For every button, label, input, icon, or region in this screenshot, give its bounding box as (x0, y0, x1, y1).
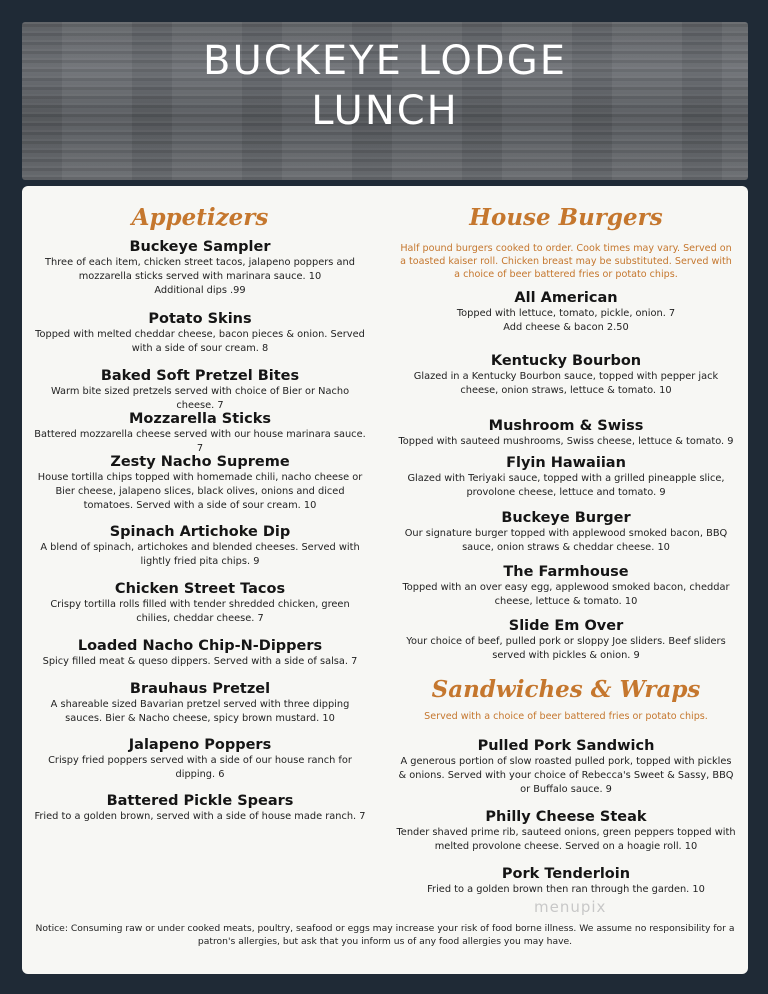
item-description: Topped with sauteed mushrooms, Swiss cheese, lettuce & tomato. 9 (398, 436, 734, 447)
item-extra: Additional dips .99 (154, 285, 246, 296)
item-name: Philly Cheese Steak (485, 809, 647, 825)
item-name: Kentucky Bourbon (490, 353, 642, 369)
item-description: Topped with lettuce, tomato, pickle, onion. 7 (456, 308, 676, 319)
menu-item (32, 453, 368, 513)
menu-item (396, 808, 736, 854)
item-name: Brauhaus Pretzel (129, 681, 271, 697)
item-name: Mozzarella Sticks (128, 411, 272, 427)
restaurant-name: BUCKEYE LODGE (203, 38, 567, 84)
item-name: Battered Pickle Spears (106, 793, 294, 809)
menu-item (396, 509, 736, 555)
item-name: Chicken Street Tacos (114, 581, 286, 597)
menu-item (32, 367, 368, 413)
item-description: Glazed in a Kentucky Bourbon sauce, topped with pepper jack cheese, onion straws, lettuce & tomato. 10 (413, 371, 719, 396)
item-name: Potato Skins (148, 311, 252, 327)
item-description: Your choice of beef, pulled pork or sloppy Joe sliders. Beef sliders served with pickles & onion. 9 (406, 636, 726, 661)
item-description: Topped with an over easy egg, applewood smoked bacon, cheddar cheese, lettuce & tomato. 10 (402, 582, 730, 607)
item-description: Topped with melted cheddar cheese, bacon pieces & onion. Served with a side of sour cream. 8 (35, 329, 365, 354)
sandwiches-heading: Sandwiches & Wraps (431, 676, 701, 703)
menu-item (396, 617, 736, 663)
menu-item (32, 238, 368, 298)
item-description: Fried to a golden brown then ran through the garden. 10 (427, 884, 705, 895)
menu-item (396, 289, 736, 335)
menu-item (32, 410, 368, 456)
appetizers-heading: Appetizers (131, 204, 269, 231)
menu-header-banner (22, 22, 748, 180)
item-description: Fried to a golden brown, served with a side of house made ranch. 7 (34, 811, 366, 822)
menu-item (396, 737, 736, 797)
item-description: Crispy fried poppers served with a side of our house ranch for dipping. 6 (48, 755, 352, 780)
item-description: A blend of spinach, artichokes and blended cheeses. Served with lightly fried pita chips. 9 (40, 542, 360, 567)
item-name: All American (514, 290, 618, 306)
item-name: Baked Soft Pretzel Bites (100, 368, 300, 384)
allergy-notice: Notice: Consuming raw or under cooked meats, poultry, seafood or eggs may increase your risk of food borne illness. We assume no responsibility for a patron's allergies, but ask that you inform us of any food allergies you may have. (35, 923, 735, 947)
burgers-heading: House Burgers (469, 204, 663, 231)
item-name: Mushroom & Swiss (488, 418, 644, 434)
item-name: Jalapeno Poppers (128, 737, 272, 753)
item-name: Slide Em Over (508, 618, 624, 634)
item-name: Spinach Artichoke Dip (109, 524, 291, 540)
item-description: Tender shaved prime rib, sauteed onions, green peppers topped with melted provolone cheese. Served on a hoagie roll. 10 (396, 827, 736, 852)
menu-item (396, 563, 736, 609)
item-name: Flyin Hawaiian (506, 455, 626, 471)
menu-item (32, 792, 368, 824)
item-description: Glazed with Teriyaki sauce, topped with a grilled pineapple slice, provolone cheese, lettuce and tomato. 9 (407, 473, 725, 498)
item-description: Three of each item, chicken street tacos, jalapeno poppers and mozzarella sticks served with marinara sauce. 10 (45, 257, 355, 282)
menu-item (396, 417, 736, 449)
item-name: The Farmhouse (503, 564, 629, 580)
item-name: Buckeye Burger (501, 510, 631, 526)
item-name: Pork Tenderloin (501, 866, 631, 882)
menu-title: LUNCH (311, 88, 459, 134)
item-description: House tortilla chips topped with homemade chili, nacho cheese or Bier cheese, jalapeno slices, black olives, onions and diced tomatoes. Served with a side of sour cream. 10 (37, 472, 363, 511)
item-name: Zesty Nacho Supreme (110, 454, 290, 470)
item-name: Pulled Pork Sandwich (477, 738, 655, 754)
item-description: A generous portion of slow roasted pulled pork, topped with pickles & onions. Served with your choice of Rebecca's Sweet & Sassy, BBQ or Buffalo sauce. 9 (398, 756, 734, 795)
item-description: Battered mozzarella cheese served with our house marinara sauce. 7 (34, 429, 366, 454)
menu-item (32, 310, 368, 356)
item-extra: Add cheese & bacon 2.50 (503, 322, 629, 333)
menu-item (32, 580, 368, 626)
item-description: Our signature burger topped with applewood smoked bacon, BBQ sauce, onion straws & cheddar cheese. 10 (404, 528, 728, 553)
burgers-note: Half pound burgers cooked to order. Cook times may vary. Served on a toasted kaiser roll. Chicken breast may be substituted. Served with a choice of beer battered fries or potato chips. (400, 243, 732, 280)
menu-item (396, 352, 736, 398)
menu-item (32, 736, 368, 782)
item-description: Warm bite sized pretzels served with choice of Bier or Nacho cheese. 7 (50, 386, 350, 411)
item-name: Loaded Nacho Chip-N-Dippers (77, 638, 323, 654)
item-description: Crispy tortilla rolls filled with tender shredded chicken, green chilies, cheddar cheese. 7 (50, 599, 350, 624)
menu-item (396, 454, 736, 500)
menu-panel (22, 186, 748, 974)
sandwiches-note: Served with a choice of beer battered fries or potato chips. (424, 711, 708, 722)
item-description: Spicy filled meat & queso dippers. Served with a side of salsa. 7 (42, 656, 358, 667)
item-description: A shareable sized Bavarian pretzel served with three dipping sauces. Bier & Nacho cheese, spicy brown mustard. 10 (50, 699, 350, 724)
watermark: menupix (534, 898, 607, 916)
item-name: Buckeye Sampler (129, 239, 271, 255)
menu-item (32, 680, 368, 726)
menu-item (32, 637, 368, 669)
menu-item (396, 865, 736, 897)
menu-item (32, 523, 368, 569)
